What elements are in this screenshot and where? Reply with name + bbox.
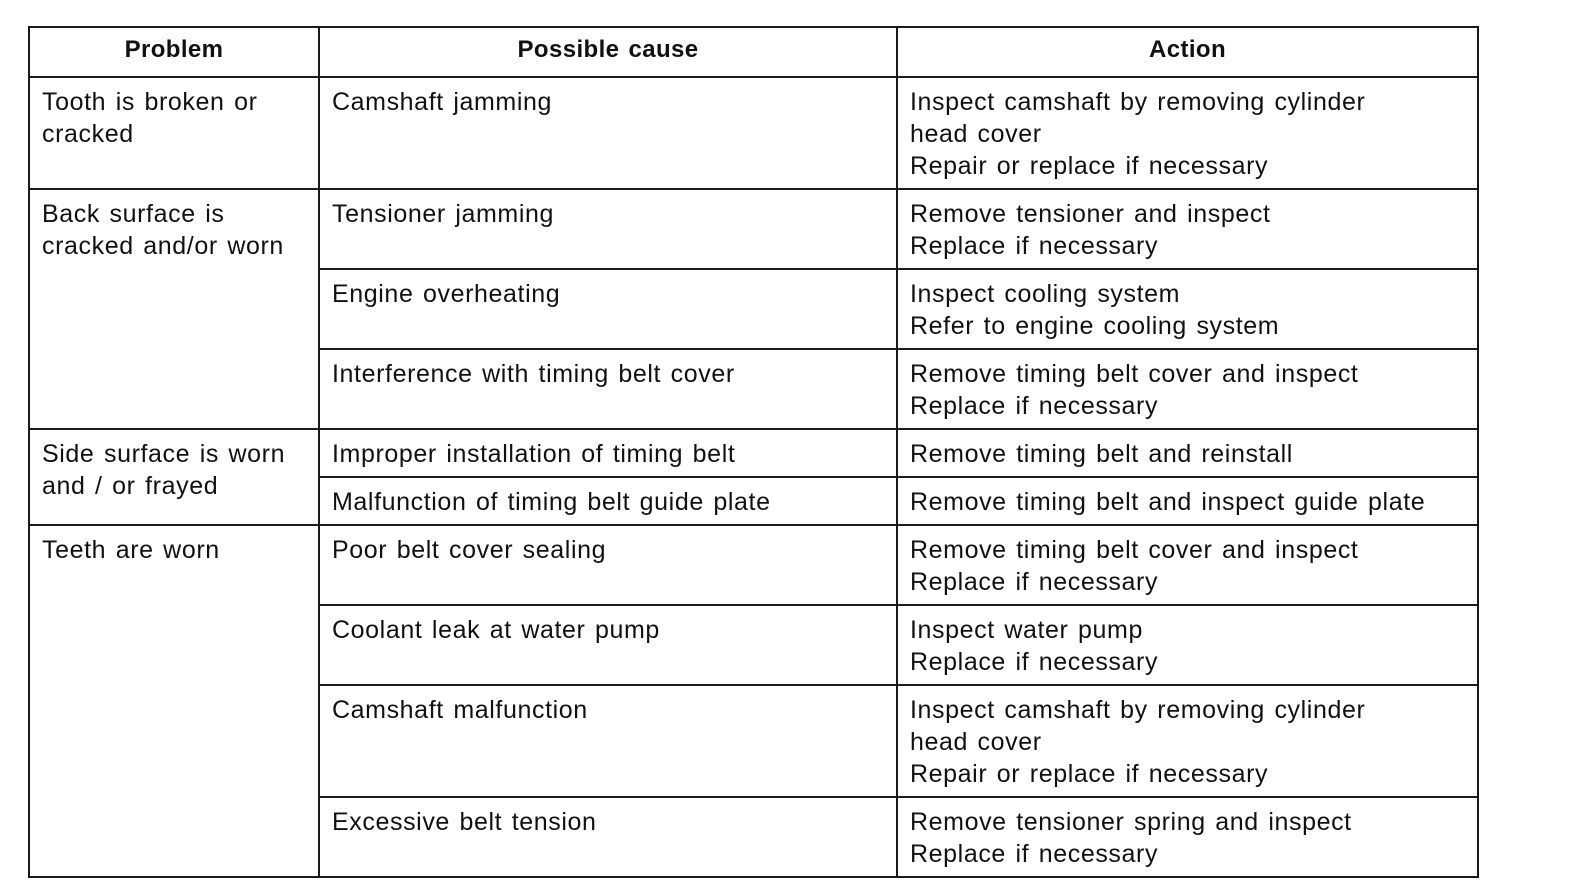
action-cell <box>897 685 1478 797</box>
cause-cell: Camshaft malfunction <box>319 685 897 797</box>
troubleshooting-table <box>28 26 1479 878</box>
header-problem: Problem <box>29 27 319 77</box>
header-row <box>29 27 1478 77</box>
action-text: Inspect camshaft by removing cylinder <box>910 696 1366 724</box>
problem-text: cracked <box>42 120 134 148</box>
cause-cell: Excessive belt tension <box>319 797 897 877</box>
header-action: Action <box>897 27 1478 77</box>
action-text: Refer to engine cooling system <box>910 312 1280 340</box>
cause-cell: Tensioner jamming <box>319 189 897 269</box>
action-cell <box>897 797 1478 877</box>
action-text: Remove tensioner and inspect <box>910 200 1271 228</box>
cause-cell: Engine overheating <box>319 269 897 349</box>
cause-cell: Coolant leak at water pump <box>319 605 897 685</box>
table-row <box>29 429 1478 477</box>
action-text: Replace if necessary <box>910 568 1159 596</box>
problem-text: cracked and/or worn <box>42 232 284 260</box>
cause-cell: Improper installation of timing belt <box>319 429 897 477</box>
problem-cell <box>29 525 319 877</box>
problem-cell <box>29 429 319 525</box>
action-text: Replace if necessary <box>910 840 1159 868</box>
action-text: Remove tensioner spring and inspect <box>910 808 1352 836</box>
cause-cell: Camshaft jamming <box>319 77 897 189</box>
action-cell <box>897 189 1478 269</box>
problem-text: Tooth is broken or <box>42 88 258 116</box>
action-cell <box>897 349 1478 429</box>
action-text: Inspect water pump <box>910 616 1143 644</box>
problem-cell <box>29 77 319 189</box>
action-text: Remove timing belt and inspect guide plate <box>910 488 1426 516</box>
problem-text: Back surface is <box>42 200 225 228</box>
action-text: Replace if necessary <box>910 392 1159 420</box>
action-text: Replace if necessary <box>910 232 1159 260</box>
table-row <box>29 525 1478 605</box>
action-text: Inspect cooling system <box>910 280 1181 308</box>
problem-text: and / or frayed <box>42 472 219 500</box>
action-text: Remove timing belt cover and inspect <box>910 360 1359 388</box>
action-cell <box>897 525 1478 605</box>
table-row <box>29 189 1478 269</box>
action-text: Repair or replace if necessary <box>910 152 1269 180</box>
problem-text: Side surface is worn <box>42 440 286 468</box>
action-cell <box>897 477 1478 525</box>
problem-cell <box>29 189 319 429</box>
cause-cell: Interference with timing belt cover <box>319 349 897 429</box>
table-row <box>29 77 1478 189</box>
action-text: Remove timing belt and reinstall <box>910 440 1293 468</box>
action-cell <box>897 77 1478 189</box>
action-cell <box>897 429 1478 477</box>
action-text: Remove timing belt cover and inspect <box>910 536 1359 564</box>
action-text: Replace if necessary <box>910 648 1159 676</box>
problem-text: Teeth are worn <box>42 536 220 564</box>
action-text: Repair or replace if necessary <box>910 760 1269 788</box>
action-cell <box>897 269 1478 349</box>
cause-cell: Poor belt cover sealing <box>319 525 897 605</box>
action-text: head cover <box>910 728 1042 756</box>
action-cell <box>897 605 1478 685</box>
action-text: head cover <box>910 120 1042 148</box>
action-text: Inspect camshaft by removing cylinder <box>910 88 1366 116</box>
troubleshooting-table-container <box>28 26 1477 878</box>
header-possible-cause: Possible cause <box>319 27 897 77</box>
cause-cell: Malfunction of timing belt guide plate <box>319 477 897 525</box>
